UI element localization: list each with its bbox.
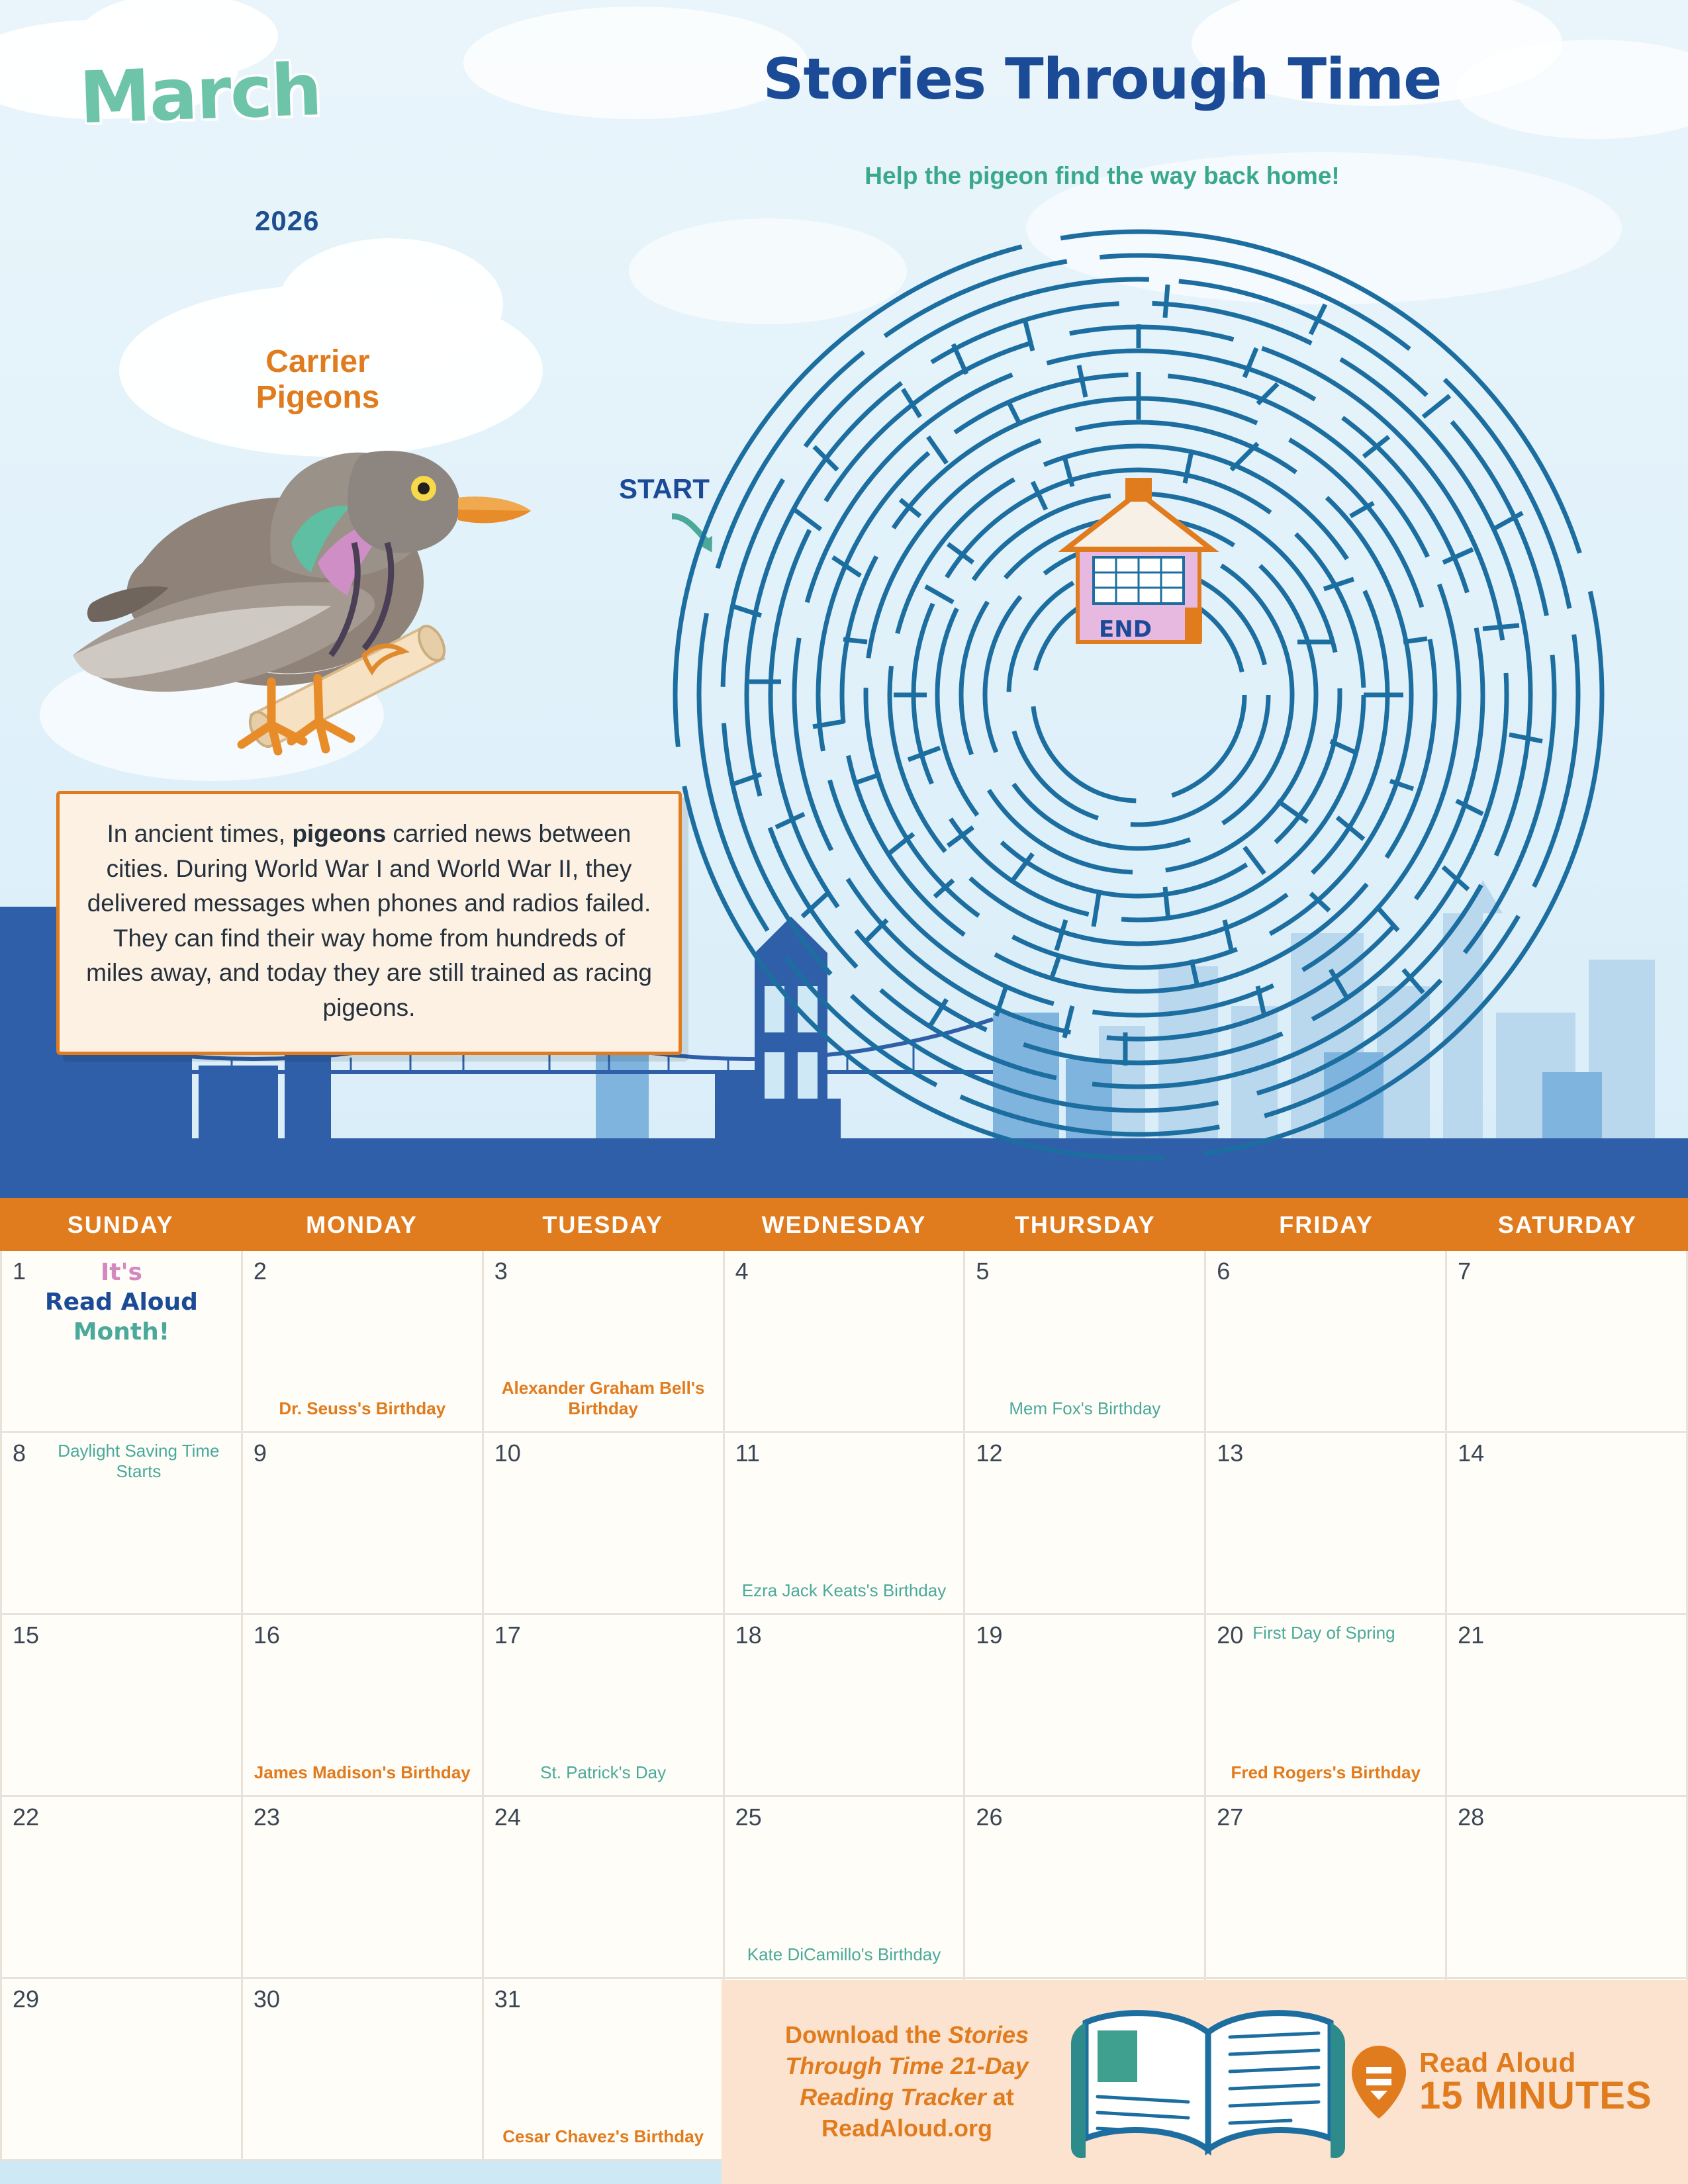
day-cell-22[interactable] — [2, 1797, 241, 1977]
day-number: 9 — [253, 1439, 267, 1467]
day-event: Kate DiCamillo's Birthday — [747, 1944, 941, 1964]
day-number: 29 — [13, 1985, 40, 2013]
promo-line1a: Download the — [784, 2021, 948, 2049]
day-number: 27 — [1217, 1803, 1244, 1831]
day-number: 14 — [1458, 1439, 1485, 1467]
day-event: Fred Rogers's Birthday — [1231, 1762, 1421, 1782]
open-book-illustration — [1066, 1996, 1350, 2168]
day-event: Mem Fox's Birthday — [1009, 1398, 1161, 1418]
weekday-tuesday: TUESDAY — [542, 1211, 664, 1238]
day-cell-4[interactable] — [725, 1251, 964, 1431]
day-number: 1 — [13, 1257, 26, 1285]
day-number: 4 — [735, 1257, 749, 1285]
day-cell-6[interactable] — [1206, 1251, 1445, 1431]
page-subtitle: Help the pigeon find the way back home! — [865, 162, 1340, 189]
day-number: 13 — [1217, 1439, 1244, 1467]
day-number: 26 — [976, 1803, 1003, 1831]
day-cell-8[interactable] — [2, 1433, 241, 1613]
calendar-weekday-header — [0, 1198, 1688, 1251]
info-text-part2: carried news between cities. During World War I and World War II, they delivered messages when phones and radios failed. They can find their way home from hundreds of miles away, and today they are still trained as racing pigeons. — [86, 820, 652, 1021]
day-number: 20 — [1217, 1621, 1244, 1649]
day-cell-30[interactable] — [243, 1979, 482, 2159]
day-cell-3[interactable] — [484, 1251, 723, 1431]
day-cell-31[interactable] — [484, 1979, 723, 2159]
info-text-bold: pigeons — [292, 820, 387, 847]
day-number: 7 — [1458, 1257, 1472, 1285]
read-aloud-line1: It's — [100, 1259, 142, 1286]
day-cell-19[interactable] — [965, 1615, 1204, 1795]
day-cell-28[interactable] — [1447, 1797, 1686, 1977]
weekday-wednesday: WEDNESDAY — [761, 1211, 927, 1238]
day-cell-26[interactable] — [965, 1797, 1204, 1977]
day-number: 30 — [253, 1985, 280, 2013]
logo-mark-icon — [1350, 2043, 1407, 2121]
promo-text — [722, 2020, 1066, 2144]
day-number: 28 — [1458, 1803, 1485, 1831]
promo-line2b: 21-Day — [943, 2052, 1029, 2080]
day-number: 23 — [253, 1803, 280, 1831]
day-event: Dr. Seuss's Birthday — [279, 1398, 446, 1418]
day-number: 19 — [976, 1621, 1003, 1649]
day-cell-23[interactable] — [243, 1797, 482, 1977]
promo-url[interactable]: ReadAloud.org — [821, 2114, 992, 2142]
promo-banner — [722, 1980, 1688, 2184]
day-number: 22 — [13, 1803, 40, 1831]
feature-label-line2: Pigeons — [256, 379, 380, 415]
day-cell-7[interactable] — [1447, 1251, 1686, 1431]
day-number: 8 — [13, 1439, 26, 1467]
day-number: 17 — [494, 1621, 521, 1649]
day-event: Daylight Saving Time Starts — [58, 1441, 220, 1482]
weekday-thursday: THURSDAY — [1014, 1211, 1156, 1238]
day-cell-29[interactable] — [2, 1979, 241, 2159]
day-cell-18[interactable] — [725, 1615, 964, 1795]
day-cell-10[interactable] — [484, 1433, 723, 1613]
info-text-part1: In ancient times, — [107, 820, 293, 847]
day-number: 5 — [976, 1257, 990, 1285]
day-cell-9[interactable] — [243, 1433, 482, 1613]
day-cell-17[interactable] — [484, 1615, 723, 1795]
day-number: 15 — [13, 1621, 40, 1649]
day-cell-21[interactable] — [1447, 1615, 1686, 1795]
weekday-sunday: SUNDAY — [67, 1211, 174, 1238]
day-event-spring: First Day of Spring — [1252, 1623, 1395, 1643]
day-event: St. Patrick's Day — [540, 1762, 667, 1782]
maze-end-label: END — [1099, 616, 1152, 643]
day-event: James Madison's Birthday — [254, 1762, 471, 1782]
weekday-saturday: SATURDAY — [1497, 1211, 1637, 1238]
promo-line3b: at — [986, 2083, 1014, 2111]
day-cell-11[interactable] — [725, 1433, 964, 1613]
day-cell-13[interactable] — [1206, 1433, 1445, 1613]
read-aloud-line2: Read Aloud — [44, 1289, 198, 1316]
day-cell-2[interactable] — [243, 1251, 482, 1431]
day-cell-1[interactable] — [2, 1251, 241, 1431]
promo-line2a: Through Time — [785, 2052, 944, 2080]
day-cell-27[interactable] — [1206, 1797, 1445, 1977]
promo-line1b: Stories — [947, 2021, 1029, 2049]
day-number: 6 — [1217, 1257, 1231, 1285]
day-cell-14[interactable] — [1447, 1433, 1686, 1613]
day-number: 3 — [494, 1257, 508, 1285]
day-number: 18 — [735, 1621, 762, 1649]
day-cell-25[interactable] — [725, 1797, 964, 1977]
read-aloud-month-note — [2, 1257, 241, 1347]
day-number: 16 — [253, 1621, 280, 1649]
day-number: 25 — [735, 1803, 762, 1831]
day-number: 2 — [253, 1257, 267, 1285]
maze — [662, 218, 1615, 1171]
weekday-monday: MONDAY — [306, 1211, 418, 1238]
logo-line1: Read Aloud — [1419, 2047, 1576, 2078]
day-number: 12 — [976, 1439, 1003, 1467]
day-cell-5[interactable] — [965, 1251, 1204, 1431]
day-number: 24 — [494, 1803, 521, 1831]
page-title: Stories Through Time — [763, 46, 1442, 113]
day-cell-16[interactable] — [243, 1615, 482, 1795]
page-year: 2026 — [255, 205, 320, 236]
day-cell-20[interactable] — [1206, 1615, 1445, 1795]
info-box — [56, 791, 682, 1055]
logo-line2: 15 MINUTES — [1419, 2074, 1652, 2117]
day-number: 11 — [735, 1439, 760, 1467]
read-aloud-logo — [1350, 2043, 1662, 2121]
day-number: 31 — [494, 1985, 521, 2013]
day-event: Alexander Graham Bell's Birthday — [501, 1377, 705, 1418]
maze-start-label: START — [619, 473, 710, 504]
page-month: March — [77, 48, 322, 140]
day-event: Cesar Chavez's Birthday — [502, 2126, 704, 2146]
day-cell-15[interactable] — [2, 1615, 241, 1795]
day-number: 10 — [494, 1439, 521, 1467]
read-aloud-line3: Month! — [73, 1318, 170, 1345]
weekday-friday: FRIDAY — [1279, 1211, 1374, 1238]
day-cell-12[interactable] — [965, 1433, 1204, 1613]
pigeon-illustration — [53, 344, 596, 781]
promo-line3: Reading Tracker — [800, 2083, 986, 2111]
day-number: 21 — [1458, 1621, 1485, 1649]
day-event: Ezra Jack Keats's Birthday — [741, 1580, 947, 1600]
day-cell-24[interactable] — [484, 1797, 723, 1977]
feature-label-line1: Carrier — [265, 344, 370, 379]
